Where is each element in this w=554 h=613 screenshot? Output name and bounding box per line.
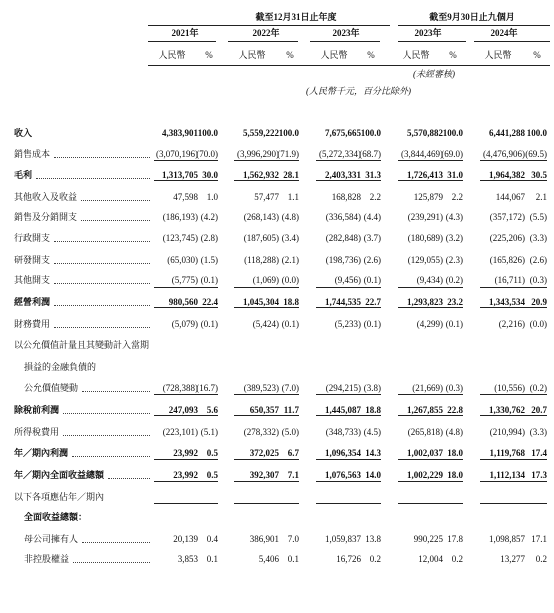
cell-percent: (5.5)	[529, 212, 547, 222]
cell-amount: (223,101)	[162, 427, 198, 437]
cell-percent: (0.1)	[200, 319, 218, 329]
table-row	[0, 491, 554, 503]
cell-percent: 0.5	[206, 448, 218, 458]
cell-amount: 5,570,882	[407, 128, 443, 138]
cell-percent: 18.0	[447, 470, 463, 480]
row-label: 非控股權益	[24, 554, 70, 564]
cell-percent: (2.8)	[200, 233, 218, 243]
cell-amount: (4,476,906)	[483, 149, 525, 159]
cell-amount: 1,059,837	[325, 534, 361, 544]
table-row	[0, 339, 554, 351]
cell-percent: (0.2)	[529, 383, 547, 393]
row-label: 經營利潤	[14, 297, 51, 307]
cell-percent: (4.3)	[445, 212, 463, 222]
cell-percent: (4.8)	[281, 212, 299, 222]
cell-amount: (4,299)	[416, 319, 443, 329]
cell-amount: 5,406	[258, 554, 279, 564]
cell-amount: 1,445,087	[325, 405, 361, 415]
cell-percent: 23.2	[447, 297, 463, 307]
cell-percent: 5.6	[206, 405, 218, 415]
row-label: 年／期內利潤	[14, 448, 69, 458]
cell-amount: (5,424)	[252, 319, 279, 329]
cell-amount: (198,736)	[325, 255, 361, 265]
cell-amount: (2,216)	[498, 319, 525, 329]
subtotal-rule	[398, 481, 463, 482]
rule-2022	[228, 41, 298, 42]
table-row	[0, 127, 554, 139]
leader-dots	[81, 200, 150, 201]
cell-amount: 1,562,932	[243, 170, 279, 180]
cell-percent: 14.3	[365, 448, 381, 458]
subtotal-rule	[480, 481, 547, 482]
cell-percent: (0.1)	[445, 319, 463, 329]
cell-percent: 100.0	[278, 128, 299, 138]
cell-amount: (123,745)	[162, 233, 198, 243]
cell-amount: (65,030)	[167, 255, 198, 265]
cell-percent: (3.7)	[363, 233, 381, 243]
rule-header-bottom	[148, 65, 550, 66]
year-2023-9m: 2023年	[414, 28, 442, 38]
cell-percent: 18.0	[447, 448, 463, 458]
cell-percent: 100.0	[526, 128, 547, 138]
cell-percent: (4.4)	[363, 212, 381, 222]
subtotal-rule	[316, 307, 381, 308]
cell-percent: 0.1	[206, 554, 218, 564]
cell-percent: 22.4	[202, 297, 218, 307]
cell-percent: 30.0	[202, 170, 218, 180]
leader-dots	[54, 327, 150, 328]
cell-amount: 1,119,768	[489, 448, 525, 458]
row-label: 銷售及分銷開支	[14, 212, 78, 222]
row-label: 行政開支	[14, 233, 51, 243]
table-row	[0, 361, 554, 373]
cell-amount: 990,225	[413, 534, 443, 544]
col-rmb-2022: 人民幣	[238, 50, 266, 60]
cell-percent: (16.7)	[196, 383, 218, 393]
cell-amount: 125,879	[413, 192, 443, 202]
table-row	[0, 469, 554, 481]
cell-percent: 7.1	[287, 470, 299, 480]
cell-amount: 13,277	[500, 554, 525, 564]
rule-2023-9m	[398, 41, 466, 42]
cell-amount: 1,726,413	[407, 170, 443, 180]
cell-percent: 20.7	[531, 405, 547, 415]
subtotal-rule	[316, 180, 381, 181]
cell-amount: 650,357	[249, 405, 279, 415]
cell-percent: 17.1	[531, 534, 547, 544]
cell-percent: (0.0)	[281, 275, 299, 285]
cell-percent: (2.6)	[363, 255, 381, 265]
leader-dots	[72, 456, 150, 457]
cell-amount: 168,828	[331, 192, 361, 202]
cell-percent: 1.1	[287, 192, 299, 202]
subtotal-rule	[480, 180, 547, 181]
table-row	[0, 148, 554, 160]
cell-amount: (5,233)	[334, 319, 361, 329]
subtotal-rule	[480, 503, 547, 504]
cell-amount: (5,775)	[171, 275, 198, 285]
subtotal-rule	[316, 459, 381, 460]
cell-amount: 1,045,304	[243, 297, 279, 307]
row-label: 銷售成本	[14, 149, 51, 159]
row-label: 收入	[14, 128, 33, 138]
subtotal-rule	[398, 307, 463, 308]
leader-dots	[82, 391, 150, 392]
leader-dots	[54, 241, 150, 242]
row-label: 財務費用	[14, 319, 51, 329]
subtotal-rule	[316, 481, 381, 482]
cell-percent: 18.8	[283, 297, 299, 307]
row-label: 年／期內全面收益總額	[14, 470, 105, 480]
row-label: 其他收入及收益	[14, 192, 78, 202]
cell-amount: (282,848)	[325, 233, 361, 243]
subtotal-rule	[154, 160, 218, 161]
subtotal-rule	[316, 415, 381, 416]
cell-amount: (336,584)	[325, 212, 361, 222]
subtotal-rule	[398, 180, 463, 181]
cell-percent: (4.5)	[363, 427, 381, 437]
subtotal-rule	[234, 180, 299, 181]
cell-amount: 144,067	[495, 192, 525, 202]
cell-amount: (278,332)	[243, 427, 279, 437]
leader-dots	[54, 283, 150, 284]
cell-percent: (2.3)	[445, 255, 463, 265]
cell-percent: 1.0	[206, 192, 218, 202]
subtotal-rule	[234, 287, 299, 288]
cell-amount: (389,523)	[243, 383, 279, 393]
year-2024: 2024年	[490, 28, 518, 38]
cell-amount: (180,689)	[407, 233, 443, 243]
cell-percent: 0.2	[369, 554, 381, 564]
row-label: 所得稅費用	[14, 427, 60, 437]
subtotal-rule	[154, 180, 218, 181]
row-label: 除稅前利潤	[14, 405, 60, 415]
table-row	[0, 232, 554, 244]
cell-percent: (0.2)	[445, 275, 463, 285]
cell-percent: 22.7	[365, 297, 381, 307]
cell-percent: 6.7	[287, 448, 299, 458]
period-header-9m: 截至9月30日止九個月	[429, 12, 515, 22]
subtotal-rule	[480, 459, 547, 460]
cell-percent: 2.2	[451, 192, 463, 202]
cell-percent: (7.0)	[281, 383, 299, 393]
cell-amount: 1,343,534	[489, 297, 525, 307]
cell-percent: 18.8	[365, 405, 381, 415]
subtotal-rule	[316, 394, 381, 395]
cell-amount: 6,441,288	[489, 128, 525, 138]
cell-percent: 31.0	[447, 170, 463, 180]
cell-percent: 0.1	[287, 554, 299, 564]
cell-amount: (1,069)	[252, 275, 279, 285]
cell-percent: 17.3	[531, 470, 547, 480]
leader-dots	[81, 220, 150, 221]
cell-amount: (225,206)	[489, 233, 525, 243]
cell-amount: 1,330,762	[489, 405, 525, 415]
row-label: 損益的金融負債的	[24, 362, 97, 372]
subtotal-rule	[316, 503, 381, 504]
cell-percent: (0.3)	[445, 383, 463, 393]
leader-dots	[54, 263, 150, 264]
year-2022: 2022年	[252, 28, 280, 38]
cell-amount: (5,272,334)	[319, 149, 361, 159]
row-label: 以公允價值計量且其變動計入當期	[14, 340, 150, 350]
subtotal-rule	[234, 481, 299, 482]
subtotal-rule	[480, 287, 547, 288]
subtotal-rule	[480, 415, 547, 416]
leader-dots	[63, 413, 150, 414]
cell-amount: 57,477	[254, 192, 279, 202]
cell-amount: 1,744,535	[325, 297, 361, 307]
cell-percent: 2.2	[369, 192, 381, 202]
row-label: 其他開支	[14, 275, 51, 285]
cell-amount: 16,726	[336, 554, 361, 564]
cell-amount: (16,711)	[494, 275, 525, 285]
cell-amount: 1,964,382	[489, 170, 525, 180]
cell-percent: 22.8	[447, 405, 463, 415]
cell-amount: (3,996,290)	[237, 149, 279, 159]
cell-amount: 392,307	[249, 470, 279, 480]
cell-percent: (0.0)	[529, 319, 547, 329]
cell-amount: 1,096,354	[325, 448, 361, 458]
cell-percent: (0.1)	[200, 275, 218, 285]
cell-percent: 20.9	[531, 297, 547, 307]
cell-percent: (0.3)	[529, 275, 547, 285]
cell-percent: (0.1)	[281, 319, 299, 329]
subtotal-rule	[316, 160, 381, 161]
cell-percent: (2.6)	[529, 255, 547, 265]
subtotal-rule	[398, 459, 463, 460]
cell-amount: 23,992	[173, 448, 198, 458]
cell-percent: 31.3	[365, 170, 381, 180]
subtotal-rule	[480, 307, 547, 308]
cell-percent: (5.0)	[281, 427, 299, 437]
col-rmb-2024: 人民幣	[484, 50, 512, 60]
cell-amount: 7,675,665	[325, 128, 361, 138]
cell-percent: 100.0	[360, 128, 381, 138]
cell-amount: (10,556)	[494, 383, 525, 393]
subtotal-rule	[398, 287, 463, 288]
cell-amount: 1,076,563	[325, 470, 361, 480]
year-2021: 2021年	[171, 28, 199, 38]
cell-percent: 100.0	[442, 128, 463, 138]
cell-percent: (69.5)	[525, 149, 547, 159]
cell-amount: (728,388)	[162, 383, 198, 393]
cell-amount: 5,559,222	[243, 128, 279, 138]
cell-amount: (21,669)	[412, 383, 443, 393]
cell-amount: (129,055)	[407, 255, 443, 265]
cell-percent: (0.1)	[363, 275, 381, 285]
subtotal-rule	[234, 160, 299, 161]
table-row	[0, 426, 554, 438]
subtotal-rule	[154, 394, 218, 395]
cell-amount: (118,288)	[244, 255, 279, 265]
rule-2021	[148, 41, 216, 42]
period-header-fy: 截至12月31日止年度	[255, 12, 337, 22]
col-rmb-2023-fy: 人民幣	[320, 50, 348, 60]
cell-percent: (69.0)	[441, 149, 463, 159]
cell-amount: (239,291)	[407, 212, 443, 222]
cell-percent: 0.2	[451, 554, 463, 564]
cell-amount: 372,025	[249, 448, 279, 458]
cell-amount: 1,002,037	[407, 448, 443, 458]
subtotal-rule	[154, 503, 218, 504]
cell-amount: (294,215)	[325, 383, 361, 393]
subtotal-rule	[234, 459, 299, 460]
table-row	[0, 254, 554, 266]
leader-dots	[54, 157, 150, 158]
table-row	[0, 553, 554, 565]
subtotal-rule	[398, 503, 463, 504]
subtotal-rule	[316, 287, 381, 288]
cell-percent: (1.5)	[200, 255, 218, 265]
col-pct-2023-fy: %	[367, 50, 375, 60]
cell-percent: 30.5	[531, 170, 547, 180]
table-row	[0, 447, 554, 459]
year-2023-fy: 2023年	[332, 28, 360, 38]
cell-amount: 1,002,229	[407, 470, 443, 480]
col-pct-2022: %	[286, 50, 294, 60]
table-row	[0, 533, 554, 545]
rule-2023-fy	[310, 41, 380, 42]
subtotal-rule	[398, 415, 463, 416]
cell-amount: 20,139	[173, 534, 198, 544]
cell-amount: 1,267,855	[407, 405, 443, 415]
cell-percent: 14.0	[365, 470, 381, 480]
cell-percent: 0.4	[206, 534, 218, 544]
unaudited-note: (未經審核)	[413, 69, 455, 79]
cell-percent: (71.9)	[277, 149, 299, 159]
cell-amount: 23,992	[173, 470, 198, 480]
cell-percent: (70.0)	[196, 149, 218, 159]
cell-amount: 47,598	[173, 192, 198, 202]
cell-percent: 7.0	[287, 534, 299, 544]
leader-dots	[36, 178, 150, 179]
subtotal-rule	[154, 481, 218, 482]
cell-percent: 17.8	[447, 534, 463, 544]
row-label: 全面收益總額：	[24, 512, 88, 522]
leader-dots	[73, 562, 150, 563]
cell-percent: (0.1)	[363, 319, 381, 329]
cell-amount: (186,193)	[162, 212, 198, 222]
cell-amount: (9,434)	[416, 275, 443, 285]
table-row	[0, 274, 554, 286]
cell-percent: 0.2	[535, 554, 547, 564]
cell-amount: (187,605)	[243, 233, 279, 243]
unit-note: (人民幣千元，百分比除外)	[306, 86, 411, 96]
subtotal-rule	[154, 415, 218, 416]
row-label: 公允價值變動	[24, 383, 79, 393]
cell-amount: 4,383,901	[162, 128, 198, 138]
col-rmb-2023-9m: 人民幣	[402, 50, 430, 60]
cell-amount: (3,844,469)	[401, 149, 443, 159]
cell-percent: 100.0	[197, 128, 218, 138]
cell-amount: 3,853	[177, 554, 198, 564]
cell-amount: 247,093	[168, 405, 198, 415]
cell-percent: (4.8)	[445, 427, 463, 437]
leader-dots	[63, 435, 150, 436]
subtotal-rule	[154, 307, 218, 308]
leader-dots	[108, 478, 150, 479]
subtotal-rule	[234, 503, 299, 504]
subtotal-rule	[480, 394, 547, 395]
row-label: 研發開支	[14, 255, 51, 265]
cell-amount: (348,733)	[325, 427, 361, 437]
cell-percent: (2.1)	[281, 255, 299, 265]
row-label: 以下各項應佔年／期內	[14, 492, 105, 502]
cell-amount: (268,143)	[243, 212, 279, 222]
cell-amount: (9,456)	[334, 275, 361, 285]
cell-percent: 0.5	[206, 470, 218, 480]
row-label: 毛利	[14, 170, 33, 180]
leader-dots	[82, 542, 150, 543]
subtotal-rule	[234, 415, 299, 416]
rule-fy-top	[148, 25, 390, 26]
cell-amount: (165,826)	[489, 255, 525, 265]
cell-percent: 13.8	[365, 534, 381, 544]
cell-percent: (3.2)	[445, 233, 463, 243]
subtotal-rule	[154, 459, 218, 460]
subtotal-rule	[398, 394, 463, 395]
rule-9m-top	[398, 25, 550, 26]
table-row	[0, 211, 554, 223]
cell-amount: 2,403,331	[325, 170, 361, 180]
cell-amount: 1,098,857	[489, 534, 525, 544]
cell-percent: (3.8)	[363, 383, 381, 393]
cell-amount: (357,172)	[489, 212, 525, 222]
cell-percent: 2.1	[535, 192, 547, 202]
cell-amount: 1,293,823	[407, 297, 443, 307]
col-pct-2024: %	[533, 50, 541, 60]
rule-2024	[474, 41, 550, 42]
cell-percent: (5.1)	[200, 427, 218, 437]
cell-amount: (265,818)	[407, 427, 443, 437]
cell-percent: (4.2)	[200, 212, 218, 222]
subtotal-rule	[234, 394, 299, 395]
table-row	[0, 511, 554, 523]
cell-amount: 386,901	[249, 534, 279, 544]
cell-amount: 12,004	[418, 554, 443, 564]
cell-amount: (3,070,196)	[156, 149, 198, 159]
cell-percent: (3.3)	[529, 427, 547, 437]
table-row	[0, 318, 554, 330]
subtotal-rule	[154, 287, 218, 288]
col-pct-2023-9m: %	[449, 50, 457, 60]
cell-amount: 980,560	[168, 297, 198, 307]
cell-percent: 11.7	[283, 405, 299, 415]
cell-percent: 17.4	[531, 448, 547, 458]
col-pct-2021: %	[205, 50, 213, 60]
cell-percent: (3.4)	[281, 233, 299, 243]
cell-percent: 28.1	[283, 170, 299, 180]
subtotal-rule	[234, 307, 299, 308]
table-row	[0, 191, 554, 203]
col-rmb-2021: 人民幣	[158, 50, 186, 60]
cell-amount: (5,079)	[171, 319, 198, 329]
cell-amount: 1,112,134	[489, 470, 525, 480]
cell-percent: (3.3)	[529, 233, 547, 243]
cell-percent: (68.7)	[359, 149, 381, 159]
cell-amount: (210,994)	[489, 427, 525, 437]
table-row	[0, 382, 554, 394]
cell-amount: 1,313,705	[162, 170, 198, 180]
leader-dots	[54, 305, 150, 306]
subtotal-rule	[480, 160, 547, 161]
row-label: 母公司擁有人	[24, 534, 79, 544]
subtotal-rule	[398, 160, 463, 161]
